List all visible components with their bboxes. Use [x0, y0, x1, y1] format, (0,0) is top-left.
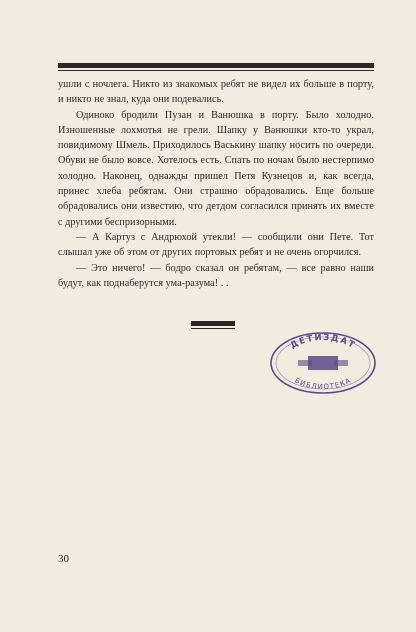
paragraph: — А Картуз с Андрюхой утекли! — сообщили они Пете. Тот слышал уже об этом от других портовых ребят и не очень огорчился.: [58, 231, 374, 259]
stamp-text-bottom: БИБЛИОТЕКА: [293, 376, 353, 392]
paragraph: Одиноко бродили Пузан и Ванюшка в порту. Было холодно. Изношенные лохмотья не грели. Шапку у Ванюшки кто-то украл, повидимому Шмель. Приходилось Васькину шапку носить по очереди. Обуви не было вовсе. Хотелось есть. Спать по ночам было нестерпимо холодно. Наконец, однажды пришел Петя Кузнецов и, как всегда, принес хлеба ребятам. Они страшно обрадовались. Еще больше обрадовались они известию, что детдом согласился принять их вместе с другими беспризорными.: [58, 109, 374, 228]
paragraph: ушли с ночлега. Никто из знакомых ребят не видел их больше в порту, и никто не знал, куда они подевались.: [58, 79, 374, 106]
top-rule-thin: [58, 70, 374, 71]
body-text: [58, 77, 374, 291]
paragraph: — Это ничего! — бодро сказал он ребятам, — все равно наши будут, как поднаберутся ума-разума! . .: [58, 262, 374, 289]
section-end-mark: [191, 321, 235, 326]
svg-text:БИБЛИОТЕКА: [293, 376, 352, 391]
page-number: 30: [58, 553, 69, 565]
library-stamp: [268, 330, 378, 396]
section-end-mark-thin: [191, 328, 235, 329]
stamp-text-top: ДЕТИЗДАТ: [288, 332, 358, 352]
top-rule: [58, 63, 374, 68]
